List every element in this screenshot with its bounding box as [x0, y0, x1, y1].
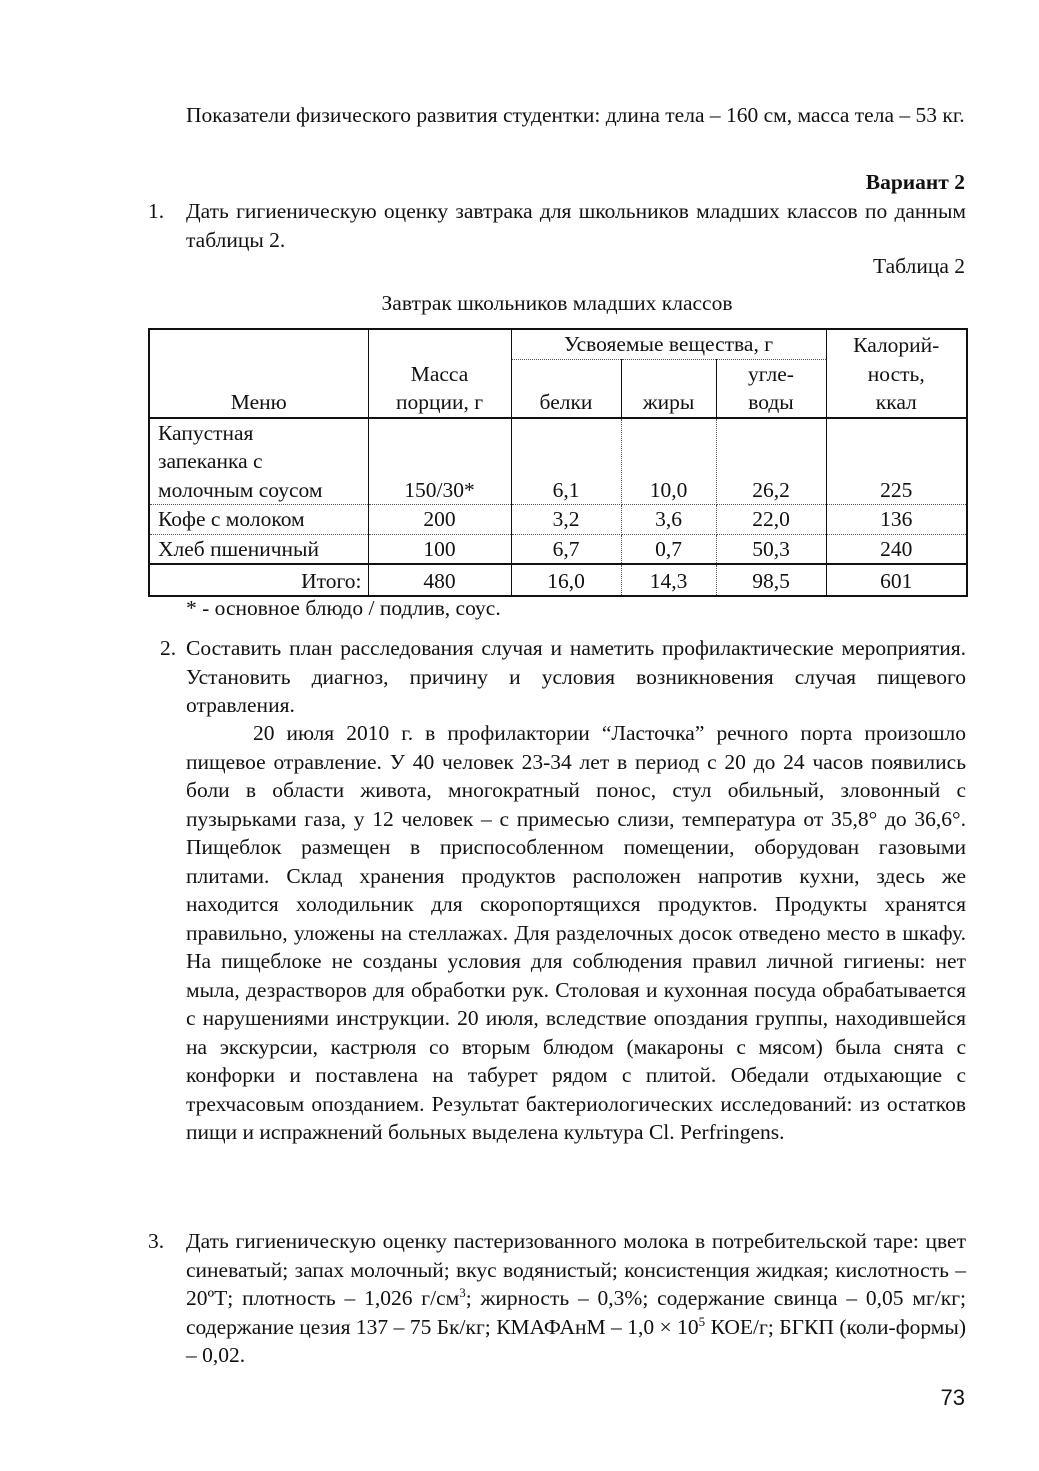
row-calories: 136 [826, 505, 967, 535]
task-2-text: Составить план расследования случая и наметить профилактические мероприятия. Установить диагноз, причину и условия возникновения случая пищевого отравления. [186, 636, 966, 717]
total-label: Итого: [149, 564, 368, 596]
header-carbs [716, 359, 826, 418]
table-total-row [149, 564, 967, 596]
table-row [149, 534, 967, 564]
task-3-text [186, 1227, 966, 1370]
table-reference: Таблица 2 [873, 254, 965, 278]
header-nutrients-group: Усвояемые вещества, г [511, 329, 826, 359]
row-mass: 100 [368, 534, 511, 564]
header-carbs-line2: воды [748, 390, 794, 414]
header-fat: жиры [621, 359, 716, 418]
task-3-number: 3. [148, 1229, 165, 1253]
total-calories: 601 [826, 564, 967, 596]
row-fat: 3,6 [621, 505, 716, 535]
header-calories-line3: ккал [875, 390, 917, 414]
task-2-number: 2. [160, 636, 177, 660]
row-carbs: 26,2 [716, 418, 826, 505]
breakfast-table [148, 328, 968, 597]
row-carbs: 50,3 [716, 534, 826, 564]
header-protein: белки [511, 359, 621, 418]
task-3-text-part2: ; жирность – 0,3%; содержание свинца – 0,05 мг/кг; содержание цезия 137 – 75 Бк/кг; КМАФАнМ – 1,0 × 10 [186, 1286, 966, 1339]
total-mass: 480 [368, 564, 511, 596]
header-calories-line1: Калорий- [853, 333, 940, 357]
intro-paragraph: Показатели физического развития студентки: длина тела – 160 см, масса тела – 53 кг. [186, 103, 965, 127]
row-calories: 225 [826, 418, 967, 505]
row-protein: 3,2 [511, 505, 621, 535]
total-protein: 16,0 [511, 564, 621, 596]
task-1-text: Дать гигиеническую оценку завтрака для школьников младших классов по данным таблицы 2. [186, 199, 966, 252]
row-menu-line2: запеканка с [158, 449, 263, 473]
row-mass: 200 [368, 505, 511, 535]
task-3-superscript-power: 5 [698, 1313, 706, 1329]
row-carbs: 22,0 [716, 505, 826, 535]
header-carbs-line1: угле- [748, 361, 794, 386]
row-menu [149, 418, 368, 505]
row-calories: 240 [880, 536, 913, 561]
task-1-number: 1. [148, 199, 165, 223]
header-mass: Масса порции, г [368, 329, 511, 418]
table-row [149, 505, 967, 535]
page-number: 73 [940, 1385, 965, 1410]
total-carbs: 98,5 [716, 564, 826, 596]
header-calories-line2: ность, [867, 361, 925, 386]
row-fat: 0,7 [621, 534, 716, 564]
task-3-superscript-cm3: 3 [459, 1284, 466, 1300]
header-menu: Меню [149, 329, 368, 418]
total-fat: 14,3 [621, 564, 716, 596]
row-mass: 150/30* [368, 418, 511, 505]
task-3-text-part1: Дать гигиеническую оценку пастеризованного молока в потребительской таре: цвет синеватый; запах молочный; вкус водянистый; консистенция жидкая; кислотность – 20ºТ; плотность – 1,026 г/см [186, 1229, 966, 1310]
row-menu: Хлеб пшеничный [149, 534, 368, 564]
task-3-text-part3: КОЕ/г; БГКП (коли-формы) – 0,02. [186, 1314, 967, 1367]
row-menu-line3: молочным соусом [158, 477, 323, 502]
variant-heading: Вариант 2 [865, 170, 965, 194]
row-menu-line1: Капустная [158, 420, 254, 445]
table-footnote: * - основное блюдо / подлив, соус. [186, 596, 501, 620]
header-calories [826, 329, 967, 418]
task-2-case-description: 20 июля 2010 г. в профилактории “Ласточка” речного порта произошло пищевое отравление. У 40 человек 23-34 лет в период с 20 до 24 часов появились боли в области живота, многократный понос, стул обильный, зловонный с пузырьками газа, у 12 человек – с примесью слизи, температура от 35,8° до 36,6°. Пищеблок размещен в приспособленном помещении, оборудован газовыми плитами. Склад хранения продуктов расположен напротив кухни, здесь же находится холодильник для скоропортящихся продуктов. Продукты хранятся правильно, уложены на стеллажах. Для разделочных досок отведено место в шкафу. На пищеблоке не созданы условия для соблюдения правил личной гигиены: нет мыла, дезрастворов для обработки рук. Столовая и кухонная посуда обрабатывается с нарушениями инструкции. 20 июля, вследствие опоздания группы, находившейся на экскурсии, кастрюля со вторым блюдом (макароны с мясом) была снята с конфорки и поставлена на табурет рядом с плитой. Обедали отдыхающие с трехчасовым опозданием. Результат бактериологических исследований: из остатков пищи и испражнений больных выделена культура Cl. Perfringens. [186, 721, 966, 1144]
row-protein: 6,7 [511, 534, 621, 564]
row-protein: 6,1 [511, 418, 621, 505]
row-fat: 10,0 [621, 418, 716, 505]
row-menu: Кофе с молоком [149, 505, 368, 535]
table-caption: Завтрак школьников младших классов [381, 291, 733, 315]
table-row [149, 418, 967, 505]
